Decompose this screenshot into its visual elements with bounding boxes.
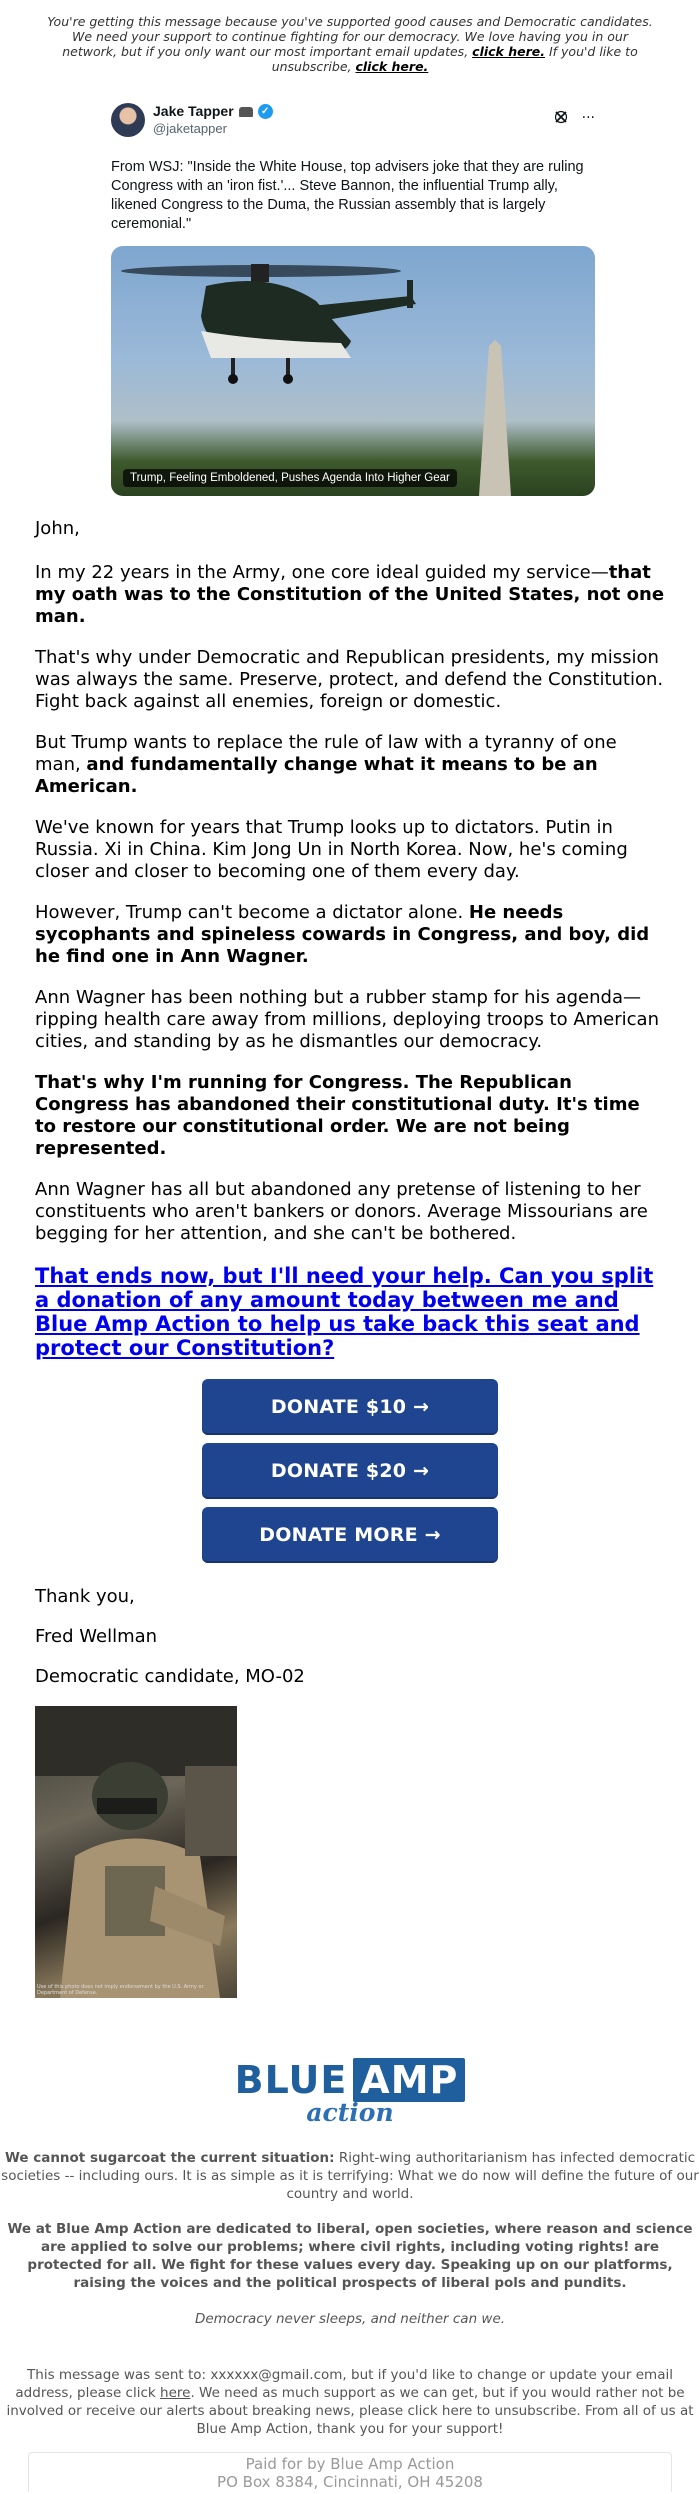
verified-icon: ✓ bbox=[258, 104, 273, 119]
paid-for-box bbox=[28, 2452, 672, 2492]
footer-tagline: Democracy never sleeps, and neither can we. bbox=[194, 2311, 506, 2327]
donate-20-button[interactable]: DONATE $20 → bbox=[202, 1443, 498, 1499]
photo-disclaimer: Use of this photo does not imply endorsement by the U.S. Army or Department of Defense. bbox=[37, 1984, 204, 1996]
unsubscribe-link[interactable]: click here. bbox=[355, 59, 429, 74]
footer-paragraph-2: We at Blue Amp Action are dedicated to liberal, open societies, where reason and science are applied to solve our problems; where civil rights, including voting rights! are protected for all. We fight for these values every day. Speaking up on our platforms, raising the voices and the political prospects of liberal pols and pundits. bbox=[7, 2221, 693, 2291]
avatar bbox=[111, 103, 145, 137]
logo-word-blue: BLUE bbox=[234, 2058, 348, 2102]
paragraph-4: We've known for years that Trump looks up to dictators. Putin in Russia. Xi in China. Kim Jong Un in North Korea. Now, he's coming closer and closer to becoming one of them every day. bbox=[35, 817, 628, 882]
paragraph-5: However, Trump can't become a dictator alone. He needs sycophants and spineless cowards in Congress, and boy, did he find one in Ann Wagner. bbox=[35, 902, 650, 967]
paragraph-8: Ann Wagner has all but abandoned any pretense of listening to her constituents who aren't bankers or donors. Average Missourians are begging for her attention, and she can't be bothered. bbox=[35, 1179, 648, 1244]
greeting: John, bbox=[35, 518, 80, 539]
tweet-media-caption: Trump, Feeling Emboldened, Pushes Agenda Into Higher Gear bbox=[123, 469, 457, 487]
preheader-text-middle: If you'd like to unsubscribe, bbox=[271, 44, 638, 74]
paragraph-7: That's why I'm running for Congress. The Republican Congress has abandoned their constitutional duty. It's time to restore our constitutional order. We are not being represented. bbox=[35, 1072, 640, 1159]
tweet-handle: @jaketapper bbox=[153, 121, 227, 136]
signer-name: Fred Wellman bbox=[35, 1626, 158, 1647]
candidate-photo bbox=[35, 1706, 237, 1998]
paid-for-text: Paid for by Blue Amp Action bbox=[245, 2455, 455, 2473]
tweet-header bbox=[111, 98, 595, 142]
preferences-link[interactable]: click here. bbox=[472, 44, 545, 59]
affiliate-badge-icon bbox=[239, 107, 253, 117]
donate-buttons bbox=[35, 1379, 665, 1563]
footer-paragraph-1: We cannot sugarcoat the current situation: Right-wing authoritarianism has infected democratic societies -- including ours. It is as simple as it is terrifying: What we do now will define the future of our country and world. bbox=[1, 2150, 699, 2202]
tweet-media-image[interactable] bbox=[111, 246, 595, 496]
paragraph-2: That's why under Democratic and Republican presidents, my mission was always the same. Preserve, protect, and defend the Constitution. Fight back against all enemies, foreign or domestic. bbox=[35, 647, 664, 712]
blue-amp-action-logo[interactable] bbox=[0, 2058, 700, 2127]
logo-word-amp: AMP bbox=[353, 2058, 465, 2102]
preheader bbox=[0, 0, 700, 74]
update-email-link[interactable]: here bbox=[160, 2385, 191, 2401]
letter-body bbox=[0, 518, 700, 1998]
tweet-author-name: Jake Tapper bbox=[153, 103, 234, 119]
logo-word-action: action bbox=[306, 2098, 394, 2127]
embedded-tweet[interactable] bbox=[111, 98, 595, 496]
thanks-text: Thank you, bbox=[35, 1586, 135, 1607]
mailing-address: PO Box 8384, Cincinnati, OH 45208 bbox=[217, 2473, 483, 2491]
more-icon[interactable]: ··· bbox=[581, 110, 595, 126]
tweet-text: From WSJ: "Inside the White House, top advisers joke that they are ruling Congress with an 'iron fist.'... Steve Bannon, the influential Trump ally, likened Congress to the Duma, the Russian assembly that is largely ceremonial." bbox=[111, 159, 584, 232]
donate-more-button[interactable]: DONATE MORE → bbox=[202, 1507, 498, 1563]
preheader-text: You're getting this message because you've supported good causes and Democratic candidates. We need your support to continue fighting for our democracy. We love having you in our network, but if you only want our most important email updates, bbox=[47, 14, 653, 59]
paragraph-3: But Trump wants to replace the rule of law with a tyranny of one man, and fundamentally change what it means to be an American. bbox=[35, 732, 617, 797]
signer-title: Democratic candidate, MO-02 bbox=[35, 1666, 305, 1687]
helicopter-illustration bbox=[111, 246, 595, 496]
paragraph-6: Ann Wagner has been nothing but a rubber stamp for his agenda—ripping health care away from millions, deploying troops to American cities, and standing by as he dismantles our democracy. bbox=[35, 987, 659, 1052]
x-logo-icon[interactable] bbox=[554, 110, 568, 128]
donate-cta-link[interactable]: That ends now, but I'll need your help. Can you split a donation of any amount today between me and Blue Amp Action to help us take back this seat and protect our Constitution? bbox=[35, 1264, 654, 1360]
donate-10-button[interactable]: DONATE $10 → bbox=[202, 1379, 498, 1435]
paragraph-1: In my 22 years in the Army, one core ideal guided my service—that my oath was to the Constitution of the United States, not one man. bbox=[35, 562, 665, 627]
signoff bbox=[35, 1586, 665, 1688]
footer-legal: This message was sent to: xxxxxx@gmail.com, but if you'd like to change or update your email address, please click here. We need as much support as we can get, but if you would rather not be involved or receive our alerts about breaking news, please click here to unsubscribe. From all of us at Blue Amp Action, thank you for your support! bbox=[6, 2367, 694, 2437]
